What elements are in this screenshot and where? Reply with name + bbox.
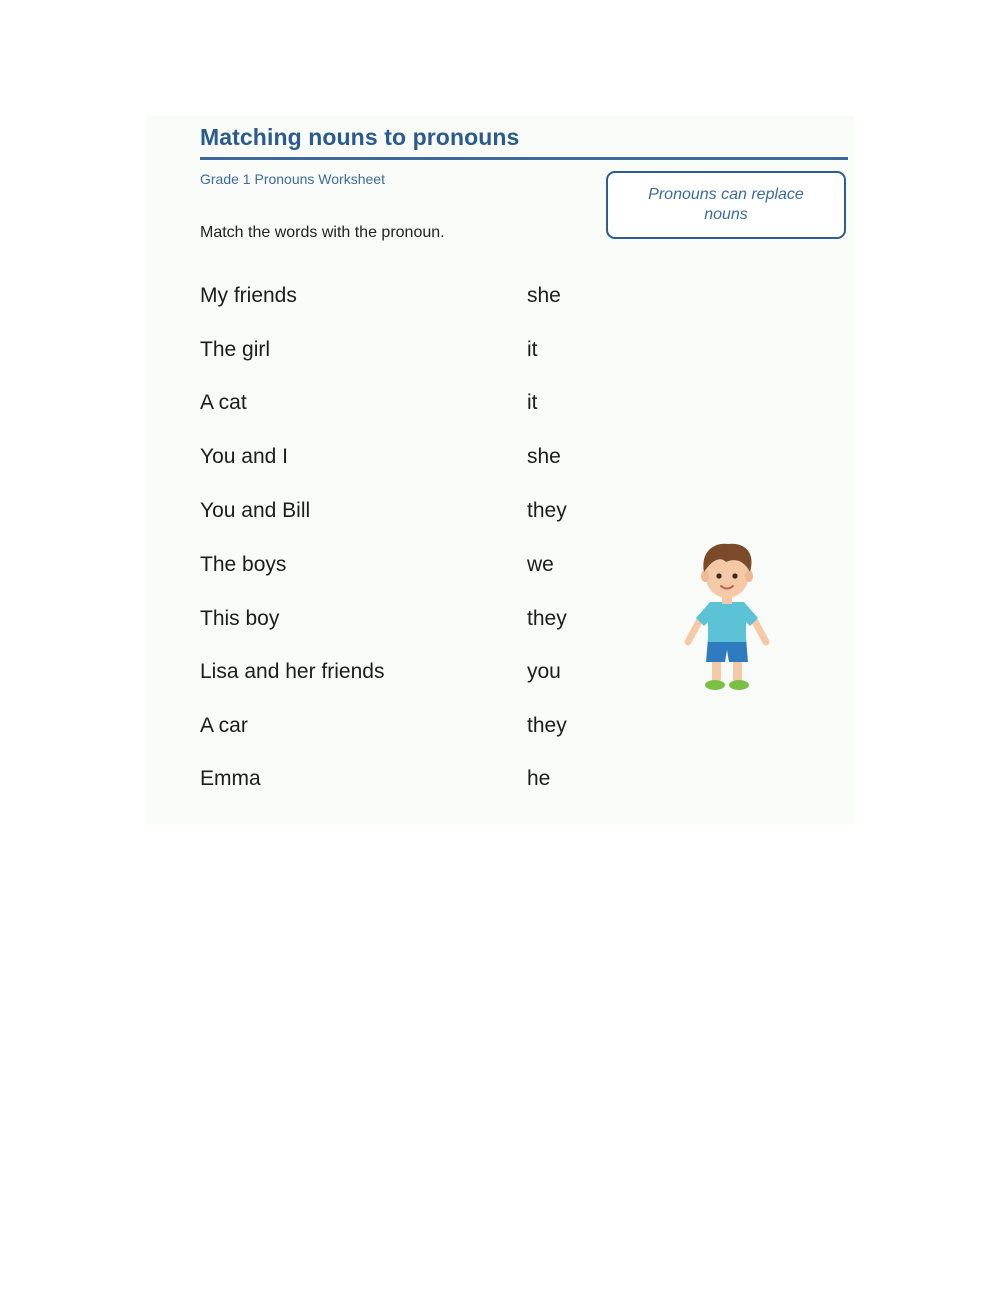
pronoun-text[interactable]: it	[527, 338, 538, 361]
noun-text[interactable]: Emma	[200, 767, 261, 790]
worksheet-subtitle: Grade 1 Pronouns Worksheet	[200, 171, 385, 187]
pronoun-text[interactable]: they	[527, 607, 567, 630]
noun-text[interactable]: My friends	[200, 284, 297, 307]
match-row	[200, 499, 640, 529]
noun-text[interactable]: The boys	[200, 553, 287, 576]
match-row	[200, 445, 640, 475]
noun-text[interactable]: A cat	[200, 391, 247, 414]
match-row	[200, 660, 640, 690]
worksheet	[146, 116, 854, 824]
pronoun-text[interactable]: we	[527, 553, 554, 576]
pronoun-text[interactable]: you	[527, 660, 561, 683]
noun-text[interactable]: The girl	[200, 338, 271, 361]
pronoun-text[interactable]: it	[527, 391, 538, 414]
worksheet-title: Matching nouns to pronouns	[200, 124, 520, 150]
tip-callout-text: Pronouns can replace nouns	[648, 186, 804, 223]
pronoun-text[interactable]: she	[527, 445, 561, 468]
match-row	[200, 553, 640, 583]
match-row	[200, 767, 640, 797]
tip-callout-box	[606, 171, 846, 239]
pronoun-text[interactable]: she	[527, 284, 561, 307]
boy-illustration	[682, 538, 772, 700]
noun-text[interactable]: A car	[200, 714, 248, 737]
instruction-text: Match the words with the pronoun.	[200, 224, 445, 241]
match-row	[200, 338, 640, 368]
match-row	[200, 607, 640, 637]
noun-text[interactable]: You and Bill	[200, 499, 311, 522]
title-divider	[200, 157, 848, 160]
pronoun-text[interactable]: they	[527, 499, 567, 522]
noun-text[interactable]: Lisa and her friends	[200, 660, 385, 683]
noun-text[interactable]: You and I	[200, 445, 288, 468]
pronoun-text[interactable]: he	[527, 767, 551, 790]
noun-text[interactable]: This boy	[200, 607, 280, 630]
match-row	[200, 714, 640, 744]
pronoun-text[interactable]: they	[527, 714, 567, 737]
match-row	[200, 284, 640, 314]
match-row	[200, 391, 640, 421]
